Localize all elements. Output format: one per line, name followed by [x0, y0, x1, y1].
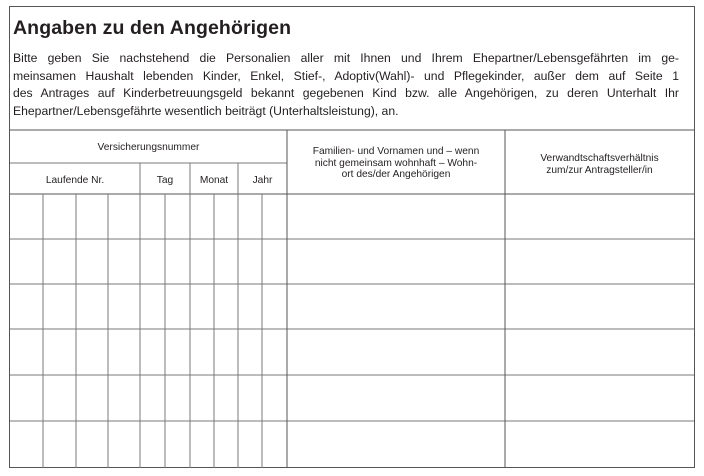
- header-jahr: Jahr: [252, 175, 273, 186]
- header-monat: Monat: [199, 175, 229, 186]
- section-title: Angaben zu den Angehörigen: [13, 17, 292, 39]
- header-relation-line: zum/zur Antragsteller/in: [546, 164, 653, 176]
- header-verwandtschaft: [505, 153, 694, 176]
- intro-line: Ehepartner/Lebensgefährte wesentlich beiträgt (Unterhaltsleistung), an.: [13, 103, 399, 118]
- header-relation-line: Verwandtschaftsverhältnis: [540, 153, 659, 164]
- intro-paragraph: [13, 50, 679, 120]
- intro-line: Bitte geben Sie nachstehend die Personalien aller mit Ihnen und Ihrem Ehepartner/Lebensgefährten im ge-: [13, 51, 679, 65]
- header-tag: Tag: [156, 175, 174, 186]
- header-name-wohnort: [287, 146, 505, 181]
- header-versicherungsnummer: Versicherungsnummer: [97, 142, 200, 153]
- header-name-line: nicht gemeinsam wohnhaft – Wohn-: [314, 157, 478, 169]
- intro-line: des Antrages auf Kinderbetreuungsgeld bekannt gegebenen Kind bzw. alle Angehörigen, zu deren Unterhalt Ihr: [13, 86, 679, 100]
- header-name-line: ort des/der Angehörigen: [341, 169, 451, 180]
- header-laufende-nr: Laufende Nr.: [45, 175, 105, 186]
- intro-line: meinsamen Haushalt lebenden Kinder, Enkel, Stief-, Adoptiv(Wahl)- und Pflegekinder, außer dem auf Seite 1: [13, 68, 679, 83]
- header-name-line: Familien- und Vornamen und – wenn: [312, 146, 480, 157]
